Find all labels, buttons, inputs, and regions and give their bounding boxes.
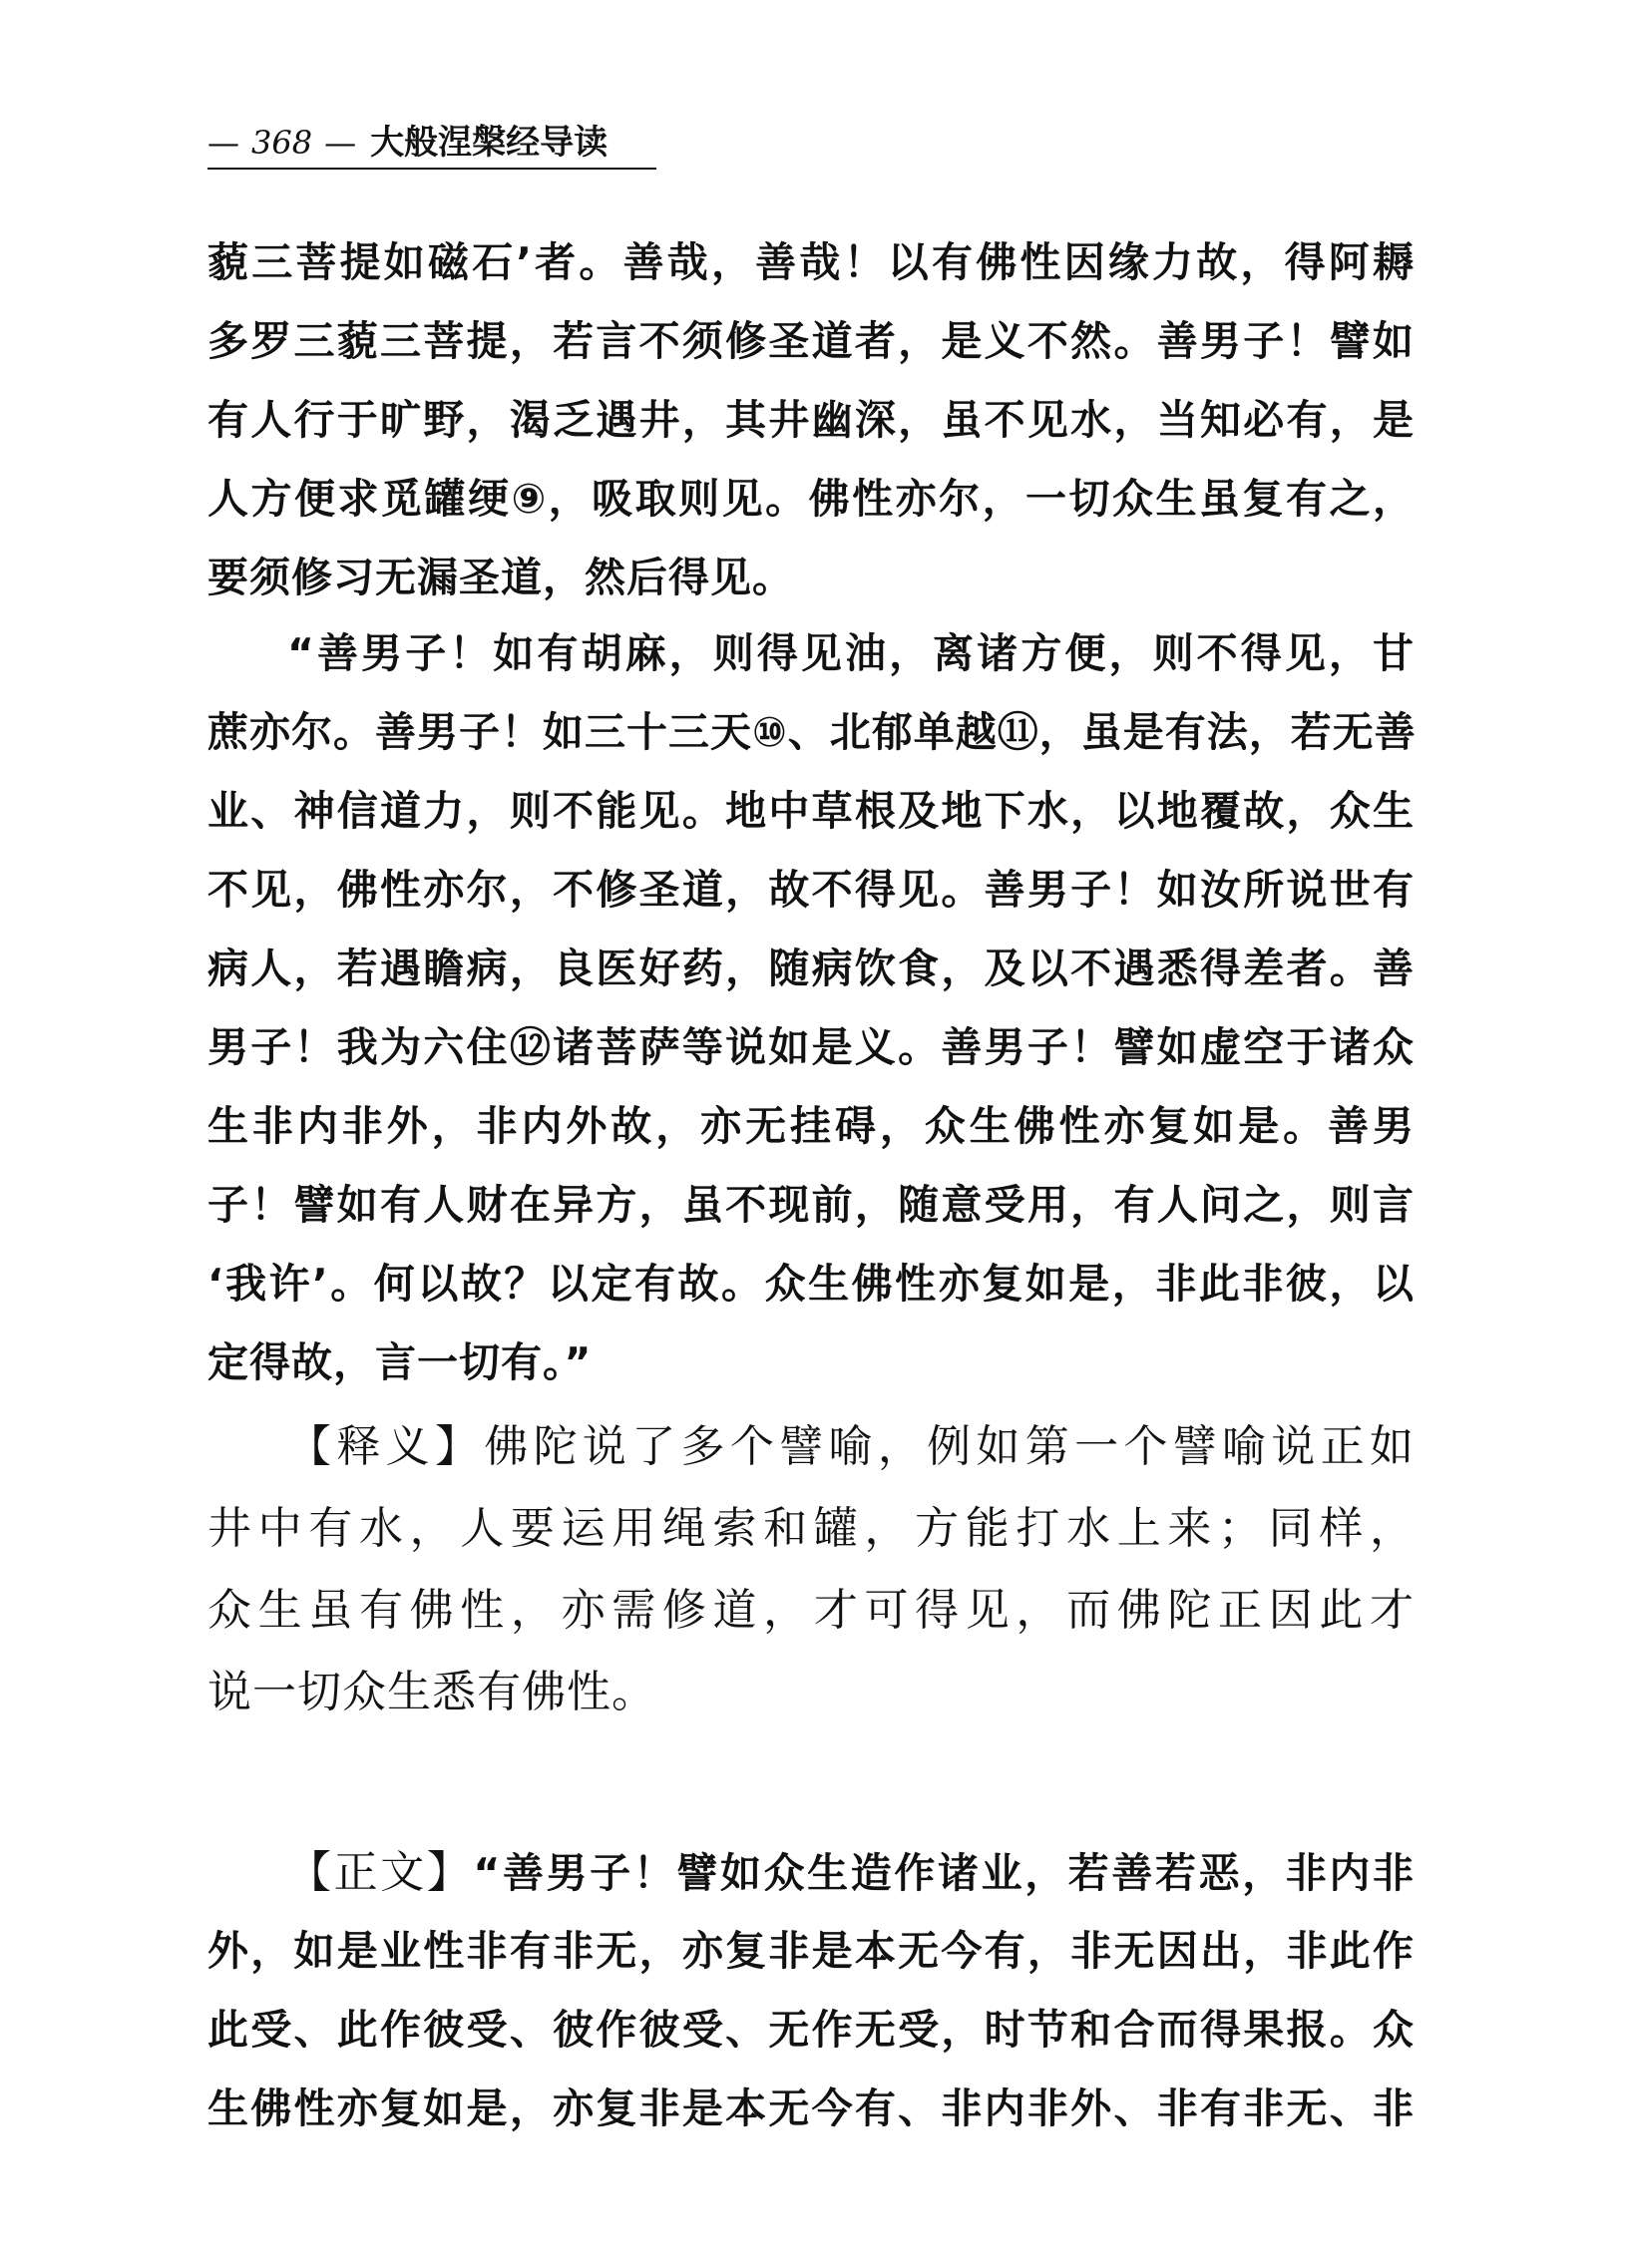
- header-dash-left: —: [207, 124, 239, 162]
- text-line: 病人，若遇瞻病，良医好药，随病饮食，及以不遇悉得差者。善: [207, 945, 1415, 992]
- text-line: 此受、此作彼受、彼作彼受、无作无受，时节和合而得果报。众: [207, 2006, 1415, 2054]
- text-line: 众生虽有佛性，亦需修道，才可得见，而佛陀正因此才: [207, 1585, 1415, 1636]
- header-dash-right: —: [324, 124, 357, 162]
- explanation-block: [207, 1406, 1415, 1733]
- text-line: [207, 1406, 1415, 1488]
- text-line: 井中有水，人要运用绳索和罐，方能打水上来；同样，: [207, 1503, 1415, 1554]
- text-line: 藐三菩提如磁石’者。善哉，善哉！以有佛性因缘力故，得阿耨: [207, 238, 1415, 286]
- scripture-block-2: [207, 614, 1415, 1402]
- page-number: 368: [251, 124, 313, 162]
- text-line: 子！譬如有人财在异方，虽不现前，随意受用，有人问之，则言: [207, 1181, 1415, 1229]
- text-line: 男子！我为六住⑫诸菩萨等说如是义。善男子！譬如虚空于诸众: [207, 1023, 1415, 1071]
- text-run: 佛陀说了多个譬喻，例如第一个譬喻说正如: [484, 1421, 1416, 1472]
- text-line: 蔗亦尔。善男子！如三十三天⑩、北郁单越⑪，虽是有法，若无善: [207, 708, 1417, 756]
- text-line: 人方便求觅罐绠⑨，吸取则见。佛性亦尔，一切众生虽复有之，: [207, 475, 1415, 523]
- text-line: 多罗三藐三菩提，若言不须修圣道者，是义不然。善男子！譬如: [207, 317, 1415, 365]
- book-title: 大般涅槃经导读: [370, 123, 609, 163]
- section-marker-main-text: 【正文】: [287, 1847, 474, 1898]
- text-line: 不见，佛性亦尔，不修圣道，故不得见。善男子！如汝所说世有: [207, 866, 1415, 914]
- text-line: 定得故，言一切有。”: [207, 1338, 593, 1386]
- text-line: 要须修习无漏圣道，然后得见。: [207, 554, 794, 601]
- text-run: “善男子！譬如众生造作诸业，若善若恶，非内非: [473, 1849, 1416, 1897]
- main-text-block: [207, 1833, 1415, 2148]
- text-line: [207, 1833, 1415, 1912]
- section-marker-explanation: 【释义】: [287, 1421, 485, 1472]
- text-line: ‘我许’。何以故？以定有故。众生佛性亦复如是，非此非彼，以: [207, 1260, 1415, 1308]
- scripture-block-1: [207, 223, 1415, 617]
- text-line: “善男子！如有胡麻，则得见油，离诸方便，则不得见，甘: [287, 629, 1415, 677]
- running-header: [207, 118, 656, 170]
- text-line: 有人行于旷野，渴乏遇井，其井幽深，虽不见水，当知必有，是: [207, 396, 1415, 444]
- text-line: 外，如是业性非有非无，亦复非是本无今有，非无因出，非此作: [207, 1927, 1415, 1975]
- text-line: 说一切众生悉有佛性。: [207, 1667, 656, 1717]
- text-line: 生非内非外，非内外故，亦无挂碍，众生佛性亦复如是。善男: [207, 1102, 1415, 1150]
- text-line: 业、神信道力，则不能见。地中草根及地下水，以地覆故，众生: [207, 787, 1415, 835]
- text-line: 生佛性亦复如是，亦复非是本无今有、非内非外、非有非无、非: [207, 2084, 1415, 2132]
